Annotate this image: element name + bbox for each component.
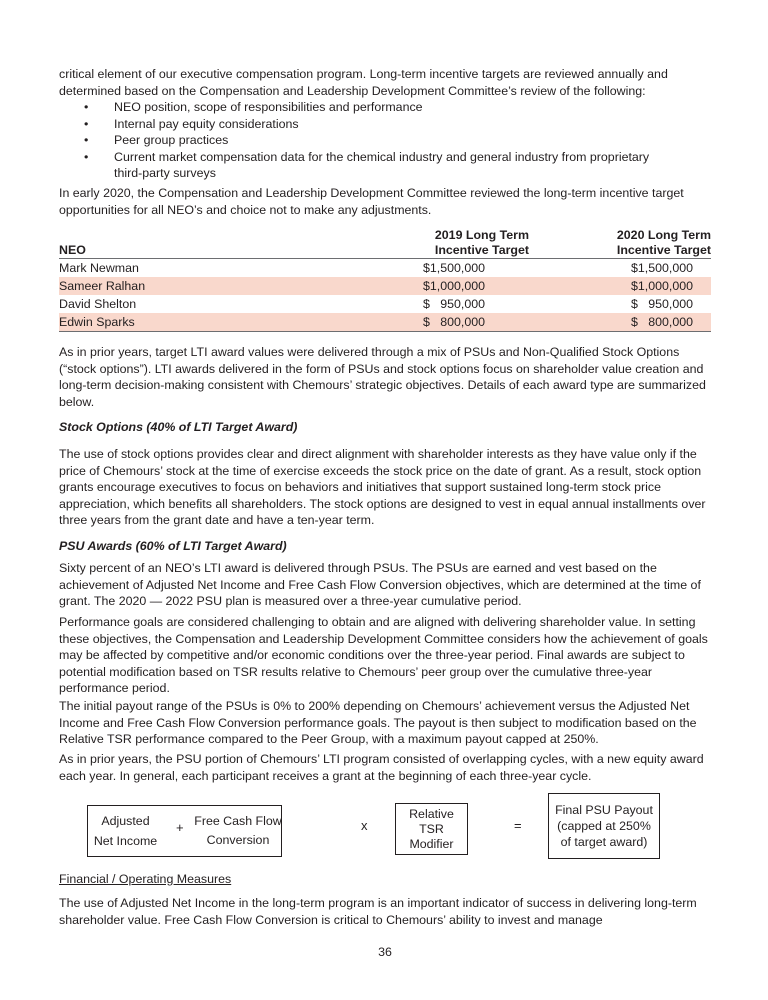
target-2019: $1,000,000: [359, 277, 529, 295]
neo-name: Sameer Ralhan: [59, 277, 359, 295]
financial-measures-paragraph: The use of Adjusted Net Income in the long-term program is an important indicator of success in delivering long-term shareholder value. Free Cash Flow Conversion is critical to Chemours’ ability to invest and manage: [59, 896, 697, 927]
target-2020: $1,500,000: [630, 261, 693, 275]
column-header-2019: 2019 Long Term Incentive Target: [359, 228, 529, 259]
bullet-icon: •: [84, 133, 89, 148]
target-2020: $ 800,000: [529, 313, 711, 332]
review-note: In early 2020, the Compensation and Leadership Development Committee reviewed the long-term incentive target opportunities for all NEO’s and choice not to make any adjustments.: [59, 186, 684, 217]
equals-operator: =: [514, 818, 522, 833]
stock-options-paragraph: The use of stock options provides clear and direct alignment with shareholder interests as they have value only if the price of Chemours’ stock at the time of exercise exceeds the stock price on the date of grant. As a result, stock option grants encourage executives to focus on behaviors and initiatives that support sustained long-term stock price appreciation, which benefits all shareholders. The stock options are designed to vest in equal annual installments over three years from the grant date and have a ten-year term.: [59, 447, 706, 528]
column-header-2020: 2020 Long Term Incentive Target: [529, 228, 711, 259]
financial-measures-heading: Financial / Operating Measures: [59, 872, 232, 886]
final-psu-payout-box: Final PSU Payout (capped at 250% of target award): [548, 793, 660, 859]
neo-name: Edwin Sparks: [59, 313, 359, 332]
bullet-icon: •: [84, 116, 89, 131]
mix-paragraph: As in prior years, target LTI award values were delivered through a mix of PSUs and Non-Qualified Stock Options (“stock options”). LTI awards delivered in the form of PSUs and stock options focus on shareholder value creation and long-term decision-making consistent with Chemours’ strategic objectives. Details of each award type are summarized below.: [59, 345, 706, 409]
free-cash-flow-label: Free Cash Flow Conversion: [194, 814, 282, 847]
table-row: [59, 277, 711, 295]
bullet-icon: •: [84, 149, 89, 164]
stock-options-heading: Stock Options (40% of LTI Target Award): [59, 420, 298, 434]
bullet-icon: •: [84, 100, 89, 114]
table-row: [59, 259, 711, 278]
page-number: 36: [378, 945, 392, 959]
times-operator: x: [361, 818, 368, 833]
target-2019: $1,500,000: [422, 261, 485, 275]
list-item: • Internal pay equity considerations: [84, 116, 299, 131]
neo-name: Mark Newman: [59, 261, 139, 275]
psu-paragraph-1: Sixty percent of an NEO’s LTI award is delivered through PSUs. The PSUs are earned and vest based on the achievement of Adjusted Net Income and Free Cash Flow Conversion objectives, which are determined at the time of grant. The 2020 — 2022 PSU plan is measured over a three-year cumulative period.: [59, 561, 701, 609]
list-item: • Peer group practices: [84, 133, 229, 148]
lti-target-table: [59, 228, 711, 332]
list-item: • NEO position, scope of responsibilities and performance: [84, 100, 423, 114]
psu-paragraph-3: The initial payout range of the PSUs is 0% to 200% depending on Chemours’ achievement versus the Adjusted Net Income and Free Cash Flow Conversion performance goals. The payout is then subject to modification based on the Relative TSR performance compared to the Peer Group, with a maximum payout capped at 250%.: [59, 699, 697, 747]
target-2019: $ 950,000: [422, 297, 485, 311]
neo-name: David Shelton: [59, 297, 137, 311]
plus-operator: +: [176, 820, 184, 835]
psu-paragraph-2: Performance goals are considered challenging to obtain and are aligned with delivering shareholder value. In setting these objectives, the Compensation and Leadership Development Committee considers how the achievement of goals may be affected by competitive and/or economic conditions over the three-year period. Final awards are subject to potential modification based on TSR results relative to Chemours’ peer group over the cumulative three-year performance period.: [59, 615, 708, 696]
column-header-neo: NEO: [59, 228, 359, 259]
target-2020: $1,000,000: [529, 277, 711, 295]
psu-paragraph-4: As in prior years, the PSU portion of Chemours’ LTI program consisted of overlapping cycles, with a new equity award each year. In general, each participant receives a grant at the beginning of each three-year cycle.: [59, 752, 704, 783]
target-2019: $ 800,000: [359, 313, 529, 332]
psu-awards-heading: PSU Awards (60% of LTI Target Award): [59, 539, 287, 553]
table-row: [59, 295, 711, 313]
performance-metrics-box: [87, 805, 282, 857]
table-row: [59, 313, 711, 332]
criteria-list: [59, 99, 711, 182]
intro-paragraph: critical element of our executive compensation program. Long-term incentive targets are reviewed annually and determined based on the Compensation and Leadership Development Committee’s review of the following:: [59, 67, 668, 98]
table-header-row: [59, 228, 711, 259]
adjusted-net-income-label: Adjusted Net Income: [93, 814, 158, 848]
list-item: • Current market compensation data for the chemical industry and general industry from proprietary third-party surveys: [84, 149, 650, 181]
relative-tsr-modifier-box: Relative TSR Modifier: [395, 803, 468, 855]
target-2020: $ 950,000: [630, 297, 693, 311]
